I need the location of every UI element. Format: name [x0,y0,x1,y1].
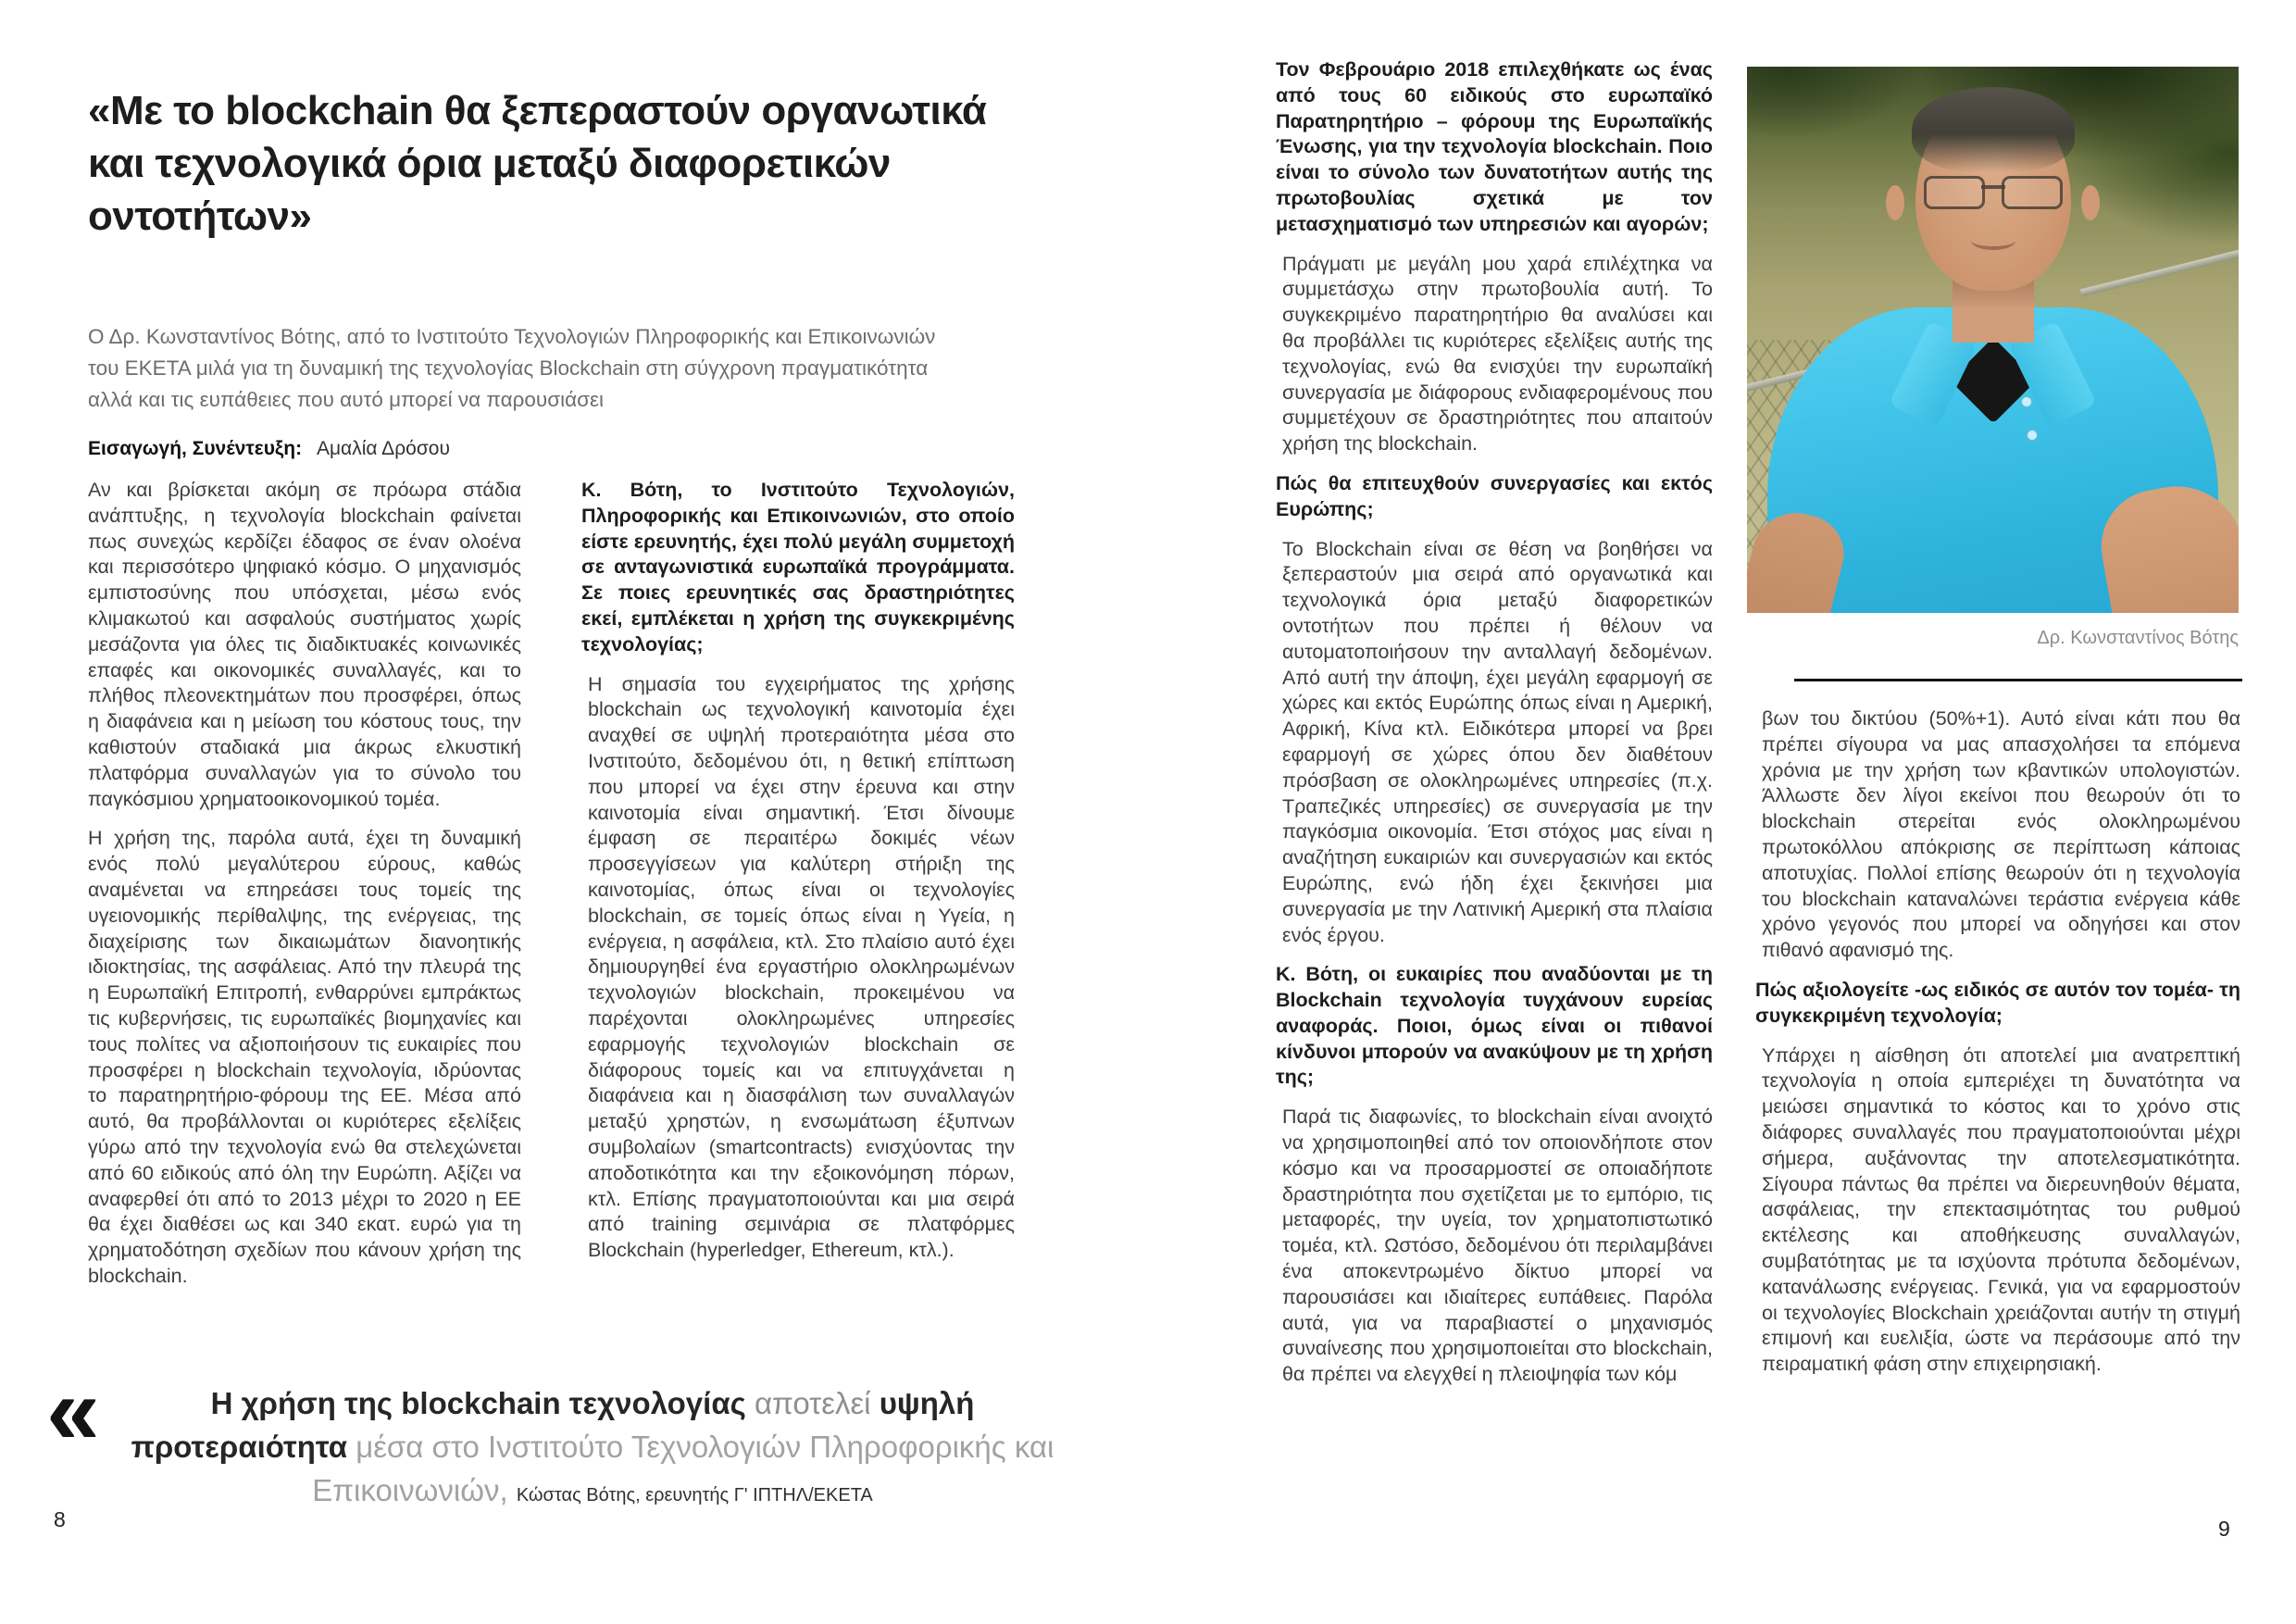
pullquote-bold-2: υψηλή προτεραιότητα [131,1386,975,1464]
pullquote-bold-1: Η χρήση της blockchain τεχνολογίας [210,1386,746,1420]
pullquote-mark: « [46,1357,100,1465]
photo-glasses-lens [1924,176,1985,209]
interview-answer: Πράγματι με μεγάλη μου χαρά επιλέχτηκα να συμμετάσχω στην πρωτοβουλία αυτή. Το συγκεκριμένο παρατηρητήριο θα αναλύσει και θα προβάλλει τις κυριότερες εξελίξεις αυτής της τεχνολογίας, ενώ θα ενισχύει την ευρωπαϊκή συνεργασία με διάφορους ενδιαφερομένους που συμμετέχουν σε δραστηριότητες που απαιτούν χρήση της blockchain. [1282,252,1713,456]
interview-answer: Παρά τις διαφωνίες, το blockchain είναι ανοιχτό να χρησιμοποιηθεί από τον οποιονδήποτε στον κόσμο και να προσαρμοστεί σε οποιαδήποτε δραστηριότητα που σχετίζεται με το εμπόριο, τις μεταφορές, την υγεία, τον χρηματοπιστωτικό τομέα, κτλ. Ωστόσο, δεδομένου ότι περιλαμβάνει ένα αποκεντρωμένο δίκτυο μπορεί να παρουσιάσει και ιδιαίτερες ευπάθειες. Παρόλα αυτά, για να παραβιαστεί ο μηχανισμός συναίνεσης που χρησιμοποιείται στο blockchain, θα πρέπει να ελεγχθεί η πλειοψηφία των κόμ [1282,1106,1713,1386]
photo-fence-rail [2080,248,2239,297]
page8-column-2 [581,478,1015,1278]
pullquote-gray-1: αποτελεί [745,1386,880,1420]
interview-question: Πώς θα επιτευχθούν συνεργασίες και εκτός Ευρώπης; [1276,471,1713,520]
byline-author: Αμαλία Δρόσου [316,438,450,459]
photo-button [2021,396,2032,407]
divider-rule [1794,679,2242,681]
body-paragraph: Αν και βρίσκεται ακόμη σε πρόωρα στάδια ανάπτυξης, η τεχνολογία blockchain φαίνεται πως συνεχώς κερδίζει έδαφος σε έναν ολοένα και περισσότερο ψηφιακό κόσμο. Ο μηχανισμός εμπιστοσύνης που υπόσχεται, μέσω ενός κλιμακωτού και ασφαλούς συστήματος χωρίς μεσάζοντα για όλες τις διαδικτυακές κοινωνικές επαφές και οικονομικές συναλλαγές, και το πλήθος πλεονεκτημάτων που προσφέρει, όπως η διαφάνεια και η μείωση του κόστους τους, την καθιστούν σταδιακά μια άκρως ελκυστική πλατφόρμα συναλλαγών για το σύνολο του παγκόσμιου χρηματοοικονομικού τομέα. [88,479,521,810]
page-number-8: 8 [54,1507,66,1531]
body-paragraph: Η χρήση της, παρόλα αυτά, έχει τη δυναμική ενός πολύ μεγαλύτερου εύρους, καθώς αναμένεται να επηρεάσει τους τομείς της υγειονομικής περίθαλψης, της ενέργειας, της διαχείρισης των δικαιωμάτων διανοητικής ιδιοκτησίας, της ασφάλειας. Από την πλευρά της η Ευρωπαϊκή Επιτροπή, ενθαρρύνει εμπράκτως τις κυβερνήσεις, τις ευρωπαϊκές βιομηχανίες και τους πολίτες να αξιοποιήσουν τις ευκαιρίες που προσφέρει η blockchain τεχνολογία, ιδρύοντας το παρατηρητήριο-φόρουμ της ΕΕ. Μέσα από αυτό, θα προβάλλονται οι κυριότερες εξελίξεις γύρω από την τεχνολογία ενώ θα στελεχώνεται από 60 ειδικούς από όλη την Ευρώπη. Αξίζει να αναφερθεί ότι από το 2013 μέχρι το 2020 η ΕΕ θα έχει διαθέσει ως και 340 εκατ. ευρώ για τη χρηματοδότηση σχεδίων που κάνουν χρήση της blockchain. [88,827,521,1287]
interview-question: Πώς αξιολογείτε -ως ειδικός σε αυτόν τον τομέα- τη συγκεκριμένη τεχνολογία; [1755,978,2240,1027]
byline [88,438,736,460]
page-number-9: 9 [2218,1517,2230,1541]
interview-answer: Η σημασία του εγχειρήματος της χρήσης blockchain ως τεχνολογική καινοτομία έχει αναχθεί σε υψηλή προτεραιότητα μέσα στο Ινστιτούτο, δεδομένου ότι, η θετική επίπτωση που μπορεί να έχει στην έρευνα και στην καινοτομία είναι σημαντική. Έτσι δίνουμε έμφαση σε περαιτέρω δοκιμές νέων προσεγγίσεων για καλύτερη στήριξη της καινοτομίας, όπως είναι οι τεχνολογίες blockchain, σε τομείς όπως είναι η Υγεία, η ενέργεια, η ασφάλεια, κτλ. Στο πλαίσιο αυτό έχει δημιουργηθεί ένα εργαστήριο ολοκληρωμένων τεχνολογιών blockchain, προκειμένου να παρέχονται ολοκληρωμένες υπηρεσίες εφαρμογής τεχνολογιών blockchain σε διάφορους τομείς και να επιτυγχάνεται η διαφάνεια και η διασφάλιση των συναλλαγών μεταξύ χρηστών, η ενσωμάτωση έξυπνων συμβολαίων (smartcontracts) ενισχύοντας την αποδοτικότητα και την εξοικονόμηση πόρων, κτλ. Επίσης πραγματοποιούνται και μια σειρά από training σεμινάρια σε πλατφόρμες Blockchain (hyperledger, Ethereum, κτλ.). [588,672,1015,1262]
portrait-photo [1747,67,2239,613]
photo-glasses [1924,176,2063,207]
pullquote [130,1381,1055,1518]
photo-caption: Δρ. Κωνσταντίνος Βότης [2037,628,2239,648]
byline-label: Εισαγωγή, Συνέντευξη: [88,438,303,459]
article-subtitle: Ο Δρ. Κωνσταντίνος Βότης, από το Ινστιτούτο Τεχνολογιών Πληροφορικής και Επικοινωνιών του ΕΚΕΤΑ μιλά για τη δυναμική της τεχνολογίας Blockchain στη σύγχρονη πραγματικότητα αλλά και τις ευπάθειες που αυτό μπορεί να παρουσιάσει [88,324,936,411]
article-title: «Με το blockchain θα ξεπεραστούν οργανωτικά και τεχνολογικά όρια μεταξύ διαφορετικών οντοτήτων» [88,88,987,240]
photo-mouth [1971,231,2015,250]
photo-hair [1912,87,2075,172]
photo-ear [2081,185,2100,220]
interview-question: Τον Φεβρουάριο 2018 επιλεχθήκατε ως ένας από τους 60 ειδικούς στο ευρωπαϊκό Παρατηρητήριο – φόρουμ της Ευρωπαϊκής Ένωσης, για την τεχνολογία blockchain. Ποιο είναι το σύνολο των δυνατοτήτων αυτής της πρωτοβουλίας σχετικά με τον μετασχηματισμό των υπηρεσιών και αγορών; [1276,58,1713,235]
pullquote-gray-2: μέσα στο Ινστιτούτο Τεχνολογιών Πληροφορικής και Επικοινωνιών, [312,1430,1054,1507]
interview-question: Κ. Βότη, οι ευκαιρίες που αναδύονται με τη Blockchain τεχνολογία τυγχάνουν ευρείας αναφοράς. Ποιοι, όμως είναι οι πιθανοί κίνδυνοι μπορούν να ανακύψουν με τη χρήση της; [1276,963,1713,1089]
interview-answer-continuation: βων του δικτύου (50%+1). Αυτό είναι κάτι που θα πρέπει σίγουρα να μας απασχολήσει τα επόμενα χρόνια με την χρήση των κβαντικών υπολογιστών. Άλλωστε δεν λίγοι εκείνοι που θεωρούν ότι το blockchain στερείται ενός ολοκληρωμένου πρωτοκόλλου απόκρισης σε περίπτωση κάποιας αποτυχίας. Πολλοί επίσης θεωρούν ότι η τεχνολογία του blockchain καταναλώνει τεράστια ενέργεια κάθε χρόνο γεγονός που μπορεί να οδηγήσει και στον πιθανό αφανισμό της. [1762,707,2240,962]
pullquote-attribution: Κώστας Βότης, ερευνητής Γ' ΙΠΤΗΛ/ΕΚΕΤΑ [516,1485,873,1505]
interview-answer: Το Blockchain είναι σε θέση να βοηθήσει να ξεπεραστούν μια σειρά από οργανωτικά και τεχνολογικά όρια μεταξύ διαφορετικών οντοτήτων που πρέπει ή θέλουν να αυτοματοποιήσουν την ανταλλαγή δεδομένων. Από αυτή την άποψη, έχει μεγάλη εφαρμογή σε χώρες και εκτός Ευρώπης όπως είναι η Αμερική, Αφρική, Κίνα κτλ. Ειδικότερα μπορεί να βρει εφαρμογή σε χώρες όπου δεν διαθέτουν πρόσβαση σε ολοκληρωμένες υπηρεσίες (π.χ. Τραπεζικές υπηρεσίες) σε συνεργασία με την παγκόσμια οικονομία. Έτσι στόχος μας είναι η αναζήτηση ευκαιριών και συνεργασιών και εκτός Ευρώπης, ενώ ήδη έχει ξεκινήσει μια συνεργασία με την Λατινική Αμερική στα πλαίσια ενός έργου. [1282,537,1713,946]
page9-column-1 [1276,57,1713,1402]
photo-glasses-lens [2002,176,2063,209]
interview-question: Κ. Βότη, το Ινστιτούτο Τεχνολογιών, Πληροφορικής και Επικοινωνιών, στο οποίο είστε ερευνητής, έχει πολύ μεγάλη συμμετοχή σε ανταγωνιστικά ευρωπαϊκά προγράμματα. Σε ποιες ερευνητικές σας δραστηριότητες εκεί, εμπλέκεται η χρήση της συγκεκριμένης τεχνολογίας; [581,479,1015,656]
photo-ear [1886,185,1904,220]
photo-button [2027,430,2038,441]
interview-answer: Υπάρχει η αίσθηση ότι αποτελεί μια ανατρεπτική τεχνολογία η οποία εμπεριέχει τη δυνατότητα να μειώσει σημαντικά το κόστος και το χρόνο στις διάφορες συναλλαγές που πραγματοποιούνται μέχρι σήμερα, αυξάνοντας την αποτελεσματικότητα. Σίγουρα πάντως θα πρέπει να διερευνηθούν θέματα, ασφάλειας, την επεκτασιμότητας του ρυθμού εκτέλεσης και αποθήκευσης συναλλαγών, συμβατότητας με τα ισχύοντα πρότυπα δεδομένων, κατανάλωσης ενέργειας. Γενικά, για να εφαρμοστούν οι τεχνολογίες Blockchain χρειάζονται αυτήν τη στιγμή επιμονή και ευελιξία, ώστε να περάσουμε από την πειραματική φάση στην επιχειρησιακή. [1762,1043,2240,1376]
page8-column-1 [88,478,521,1304]
page9-column-2 [1755,706,2240,1392]
